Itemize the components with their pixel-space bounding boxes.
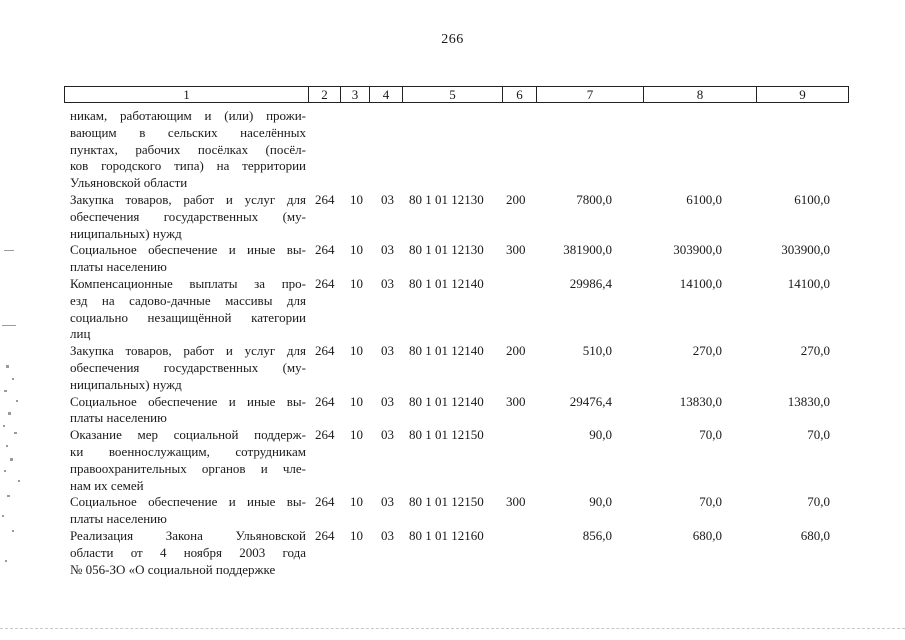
page-number: 266 [441,32,464,47]
cell-c3: 10 [350,343,363,359]
description-line: правоохранительных органов и чле- [70,460,306,476]
description-line: Ульяновской области [70,175,188,191]
scan-bottom-edge [0,628,905,631]
description-line: Социальное обеспечение и иные вы- [70,393,306,409]
description-line: Социальное обеспечение и иные вы- [70,242,306,258]
cell-c8: 303900,0 [673,242,722,258]
description-line: социально незащищённой категории [70,309,306,325]
description-line: лиц [70,326,91,342]
cell-c7: 90,0 [589,494,612,510]
description-line: пунктах, рабочих посёлках (посёл- [70,141,306,157]
description-line: платы населению [70,259,167,275]
cell-c9: 70,0 [807,494,830,510]
cell-c3: 10 [350,494,363,510]
cell-c9: 270,0 [800,343,830,359]
row-description [70,394,306,428]
header-col-5: 5 [403,87,503,102]
cell-c9: 6100,0 [794,192,830,207]
cell-c6: 300 [506,393,526,409]
cell-c8: 270,0 [692,343,722,359]
cell-c2: 264 [315,192,335,207]
cell-c9: 680,0 [800,528,830,543]
description-line: Реализация Закона Ульяновской [70,528,306,543]
cell-c3: 10 [350,276,363,291]
cell-c5: 80 1 01 12140 [409,276,484,291]
cell-c4: 03 [381,393,394,409]
row-description [70,276,306,343]
cell-c3: 10 [350,427,363,443]
cell-c2: 264 [315,528,335,543]
description-line: Закупка товаров, работ и услуг для [70,192,306,207]
cell-c2: 264 [315,494,335,510]
scan-noise-marks [0,60,28,640]
cell-c9: 13830,0 [787,393,830,409]
description-line: ниципальных) нужд [70,376,182,392]
row-description [70,494,306,528]
description-line: ки военнослужащим, сотрудникам [70,443,306,459]
description-line: Оказание мер социальной поддерж- [70,427,306,443]
description-line: обеспечения государственных (му- [70,359,306,375]
cell-c5: 80 1 01 12150 [409,427,484,443]
cell-c7: 90,0 [589,427,612,443]
row-description [70,427,306,494]
row-description [70,343,306,393]
description-line: никам, работающим и (или) прожи- [70,108,306,123]
cell-c7: 381900,0 [563,242,612,258]
description-line: ков городского типа) на территории [70,158,306,174]
row-description [70,192,306,242]
cell-c4: 03 [381,276,394,291]
header-col-9: 9 [799,87,806,102]
cell-c3: 10 [350,393,363,409]
cell-c8: 70,0 [699,427,722,443]
description-line: № 056-ЗО «О социальной поддержке [70,561,276,577]
header-col-2: 2 [309,87,341,102]
header-col-6: 6 [503,87,537,102]
cell-c4: 03 [381,494,394,510]
cell-c7: 856,0 [582,528,612,543]
cell-c8: 70,0 [699,494,722,510]
cell-c5: 80 1 01 12150 [409,494,484,510]
cell-c6: 200 [506,192,526,207]
description-line: Социальное обеспечение и иные вы- [70,494,306,510]
cell-c4: 03 [381,242,394,258]
cell-c3: 10 [350,192,363,207]
cell-c9: 14100,0 [787,276,830,291]
description-line: платы населению [70,511,167,527]
description-line: вающим в сельских населённых [70,124,306,140]
cell-c4: 03 [381,528,394,543]
header-col-3: 3 [341,87,370,102]
header-col-4: 4 [370,87,403,102]
description-line: езд на садово-дачные массивы для [70,292,306,308]
description-line: ниципальных) нужд [70,225,182,241]
cell-c6: 300 [506,494,526,510]
description-line: обеспечения государственных (му- [70,208,306,224]
description-line: Компенсационные выплаты за про- [70,276,306,291]
description-line: области от 4 ноября 2003 года [70,544,306,560]
cell-c5: 80 1 01 12140 [409,343,484,359]
cell-c7: 7800,0 [576,192,612,207]
header-col-1: 1 [65,87,309,102]
cell-c2: 264 [315,242,335,258]
cell-c4: 03 [381,427,394,443]
description-line: Закупка товаров, работ и услуг для [70,343,306,359]
cell-c9: 70,0 [807,427,830,443]
cell-c2: 264 [315,393,335,409]
cell-c5: 80 1 01 12140 [409,393,484,409]
cell-c3: 10 [350,528,363,543]
cell-c2: 264 [315,276,335,291]
cell-c5: 80 1 01 12130 [409,192,484,207]
cell-c7: 29476,4 [569,393,612,409]
cell-c4: 03 [381,192,394,207]
row-description [70,108,306,192]
cell-c4: 03 [381,343,394,359]
cell-c2: 264 [315,427,335,443]
row-description [70,242,306,276]
cell-c8: 680,0 [692,528,722,543]
header-col-8: 8 [644,87,757,102]
cell-c6: 300 [506,242,526,258]
cell-c8: 14100,0 [679,276,722,291]
cell-c3: 10 [350,242,363,258]
description-line: платы населению [70,410,167,426]
cell-c5: 80 1 01 12160 [409,528,484,543]
cell-c2: 264 [315,343,335,359]
cell-c7: 510,0 [582,343,612,359]
cell-c9: 303900,0 [781,242,830,258]
cell-c5: 80 1 01 12130 [409,242,484,258]
cell-c6: 200 [506,343,526,359]
cell-c7: 29986,4 [569,276,612,291]
cell-c8: 13830,0 [679,393,722,409]
header-col-7: 7 [537,87,644,102]
description-line: нам их семей [70,477,144,493]
cell-c8: 6100,0 [686,192,722,207]
row-description [70,528,306,578]
